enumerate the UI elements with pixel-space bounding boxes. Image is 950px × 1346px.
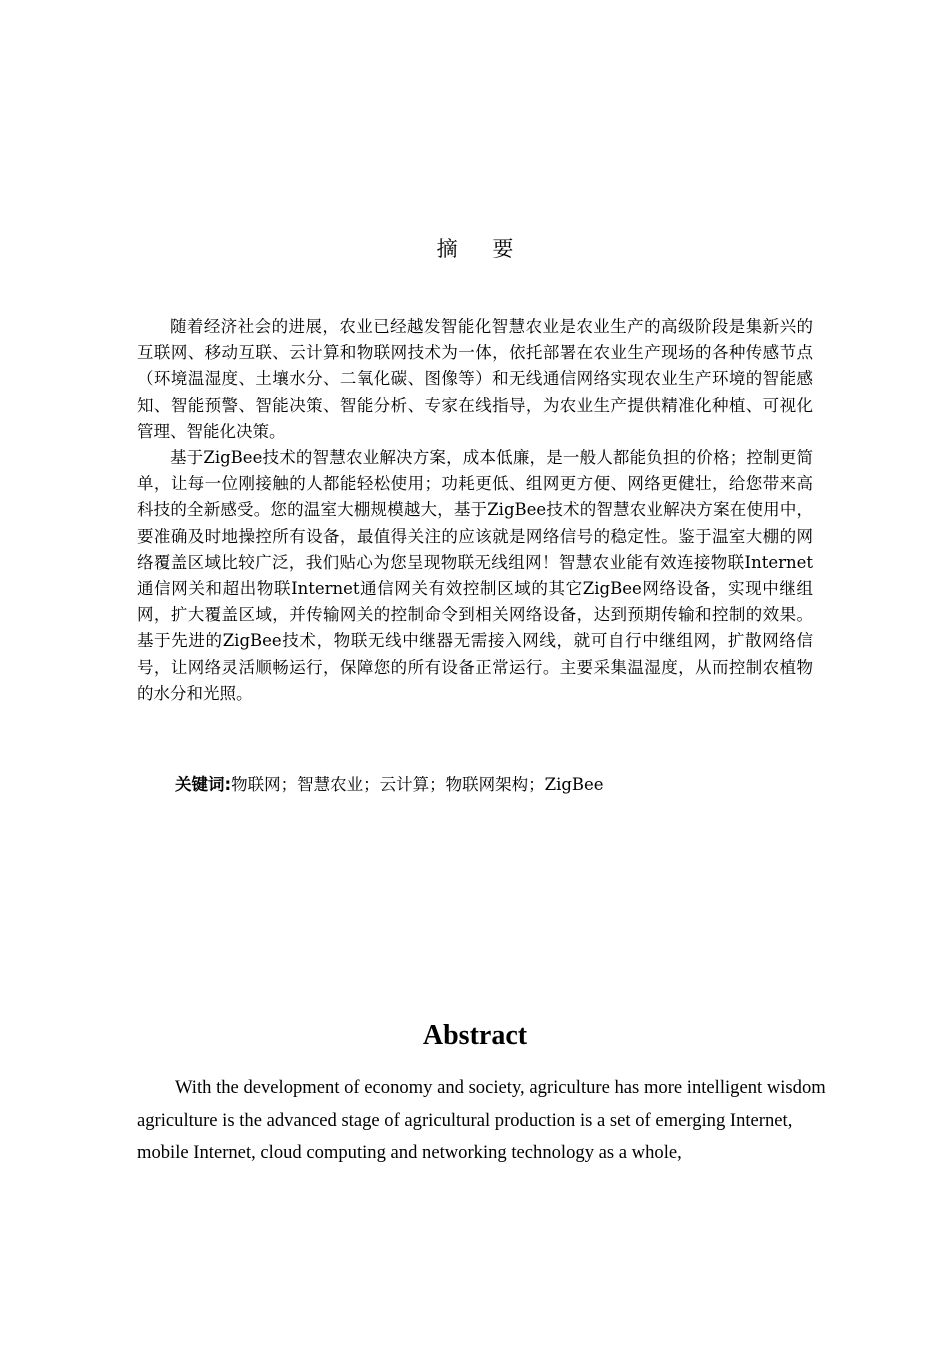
keywords-text: 物联网；智慧农业；云计算；物联网架构；ZigBee xyxy=(231,775,604,794)
keywords-line xyxy=(175,772,815,798)
chinese-abstract-paragraph-1: 随着经济社会的进展，农业已经越发智能化智慧农业是农业生产的高级阶段是集新兴的互联网、移动互联、云计算和物联网技术为一体，依托部署在农业生产现场的各种传感节点（环境温湿度、土壤水分、二氧化碳、图像等）和无线通信网络实现农业生产环境的智能感知、智能预警、智能决策、智能分析、专家在线指导，为农业生产提供精准化种植、可视化管理、智能化决策。 xyxy=(137,317,813,441)
keywords-label: 关键词: xyxy=(175,775,232,794)
chinese-abstract-title: 摘 要 xyxy=(436,237,528,261)
english-abstract-paragraph-1: With the development of economy and society, agriculture has more intelligent wisdom agriculture is the advanced stage of agricultural production is a set of emerging Internet, mobile Internet, cloud computing and networking technology as a whole, xyxy=(137,1077,826,1163)
chinese-abstract-paragraph-2: 基于ZigBee技术的智慧农业解决方案，成本低廉，是一般人都能负担的价格；控制更简单，让每一位刚接触的人都能轻松使用；功耗更低、组网更方便、网络更健壮，给您带来高科技的全新感受。您的温室大棚规模越大，基于ZigBee技术的智慧农业解决方案在使用中，要准确及时地操控所有设备，最值得关注的应该就是网络信号的稳定性。鉴于温室大棚的网络覆盖区域比较广泛，我们贴心为您呈现物联无线组网！智慧农业能有效连接物联Internet通信网关和超出物联Internet通信网关有效控制区域的其它ZigBee网络设备，实现中继组网，扩大覆盖区域，并传输网关的控制命令到相关网络设备，达到预期传输和控制的效果。基于先进的ZigBee技术，物联无线中继器无需接入网线，就可自行中继组网，扩散网络信号，让网络灵活顺畅运行，保障您的所有设备正常运行。主要采集温湿度，从而控制农植物的水分和光照。 xyxy=(137,448,813,703)
english-abstract-title: Abstract xyxy=(422,1020,528,1051)
chinese-abstract-body xyxy=(137,314,813,707)
english-abstract-body xyxy=(137,1072,827,1170)
